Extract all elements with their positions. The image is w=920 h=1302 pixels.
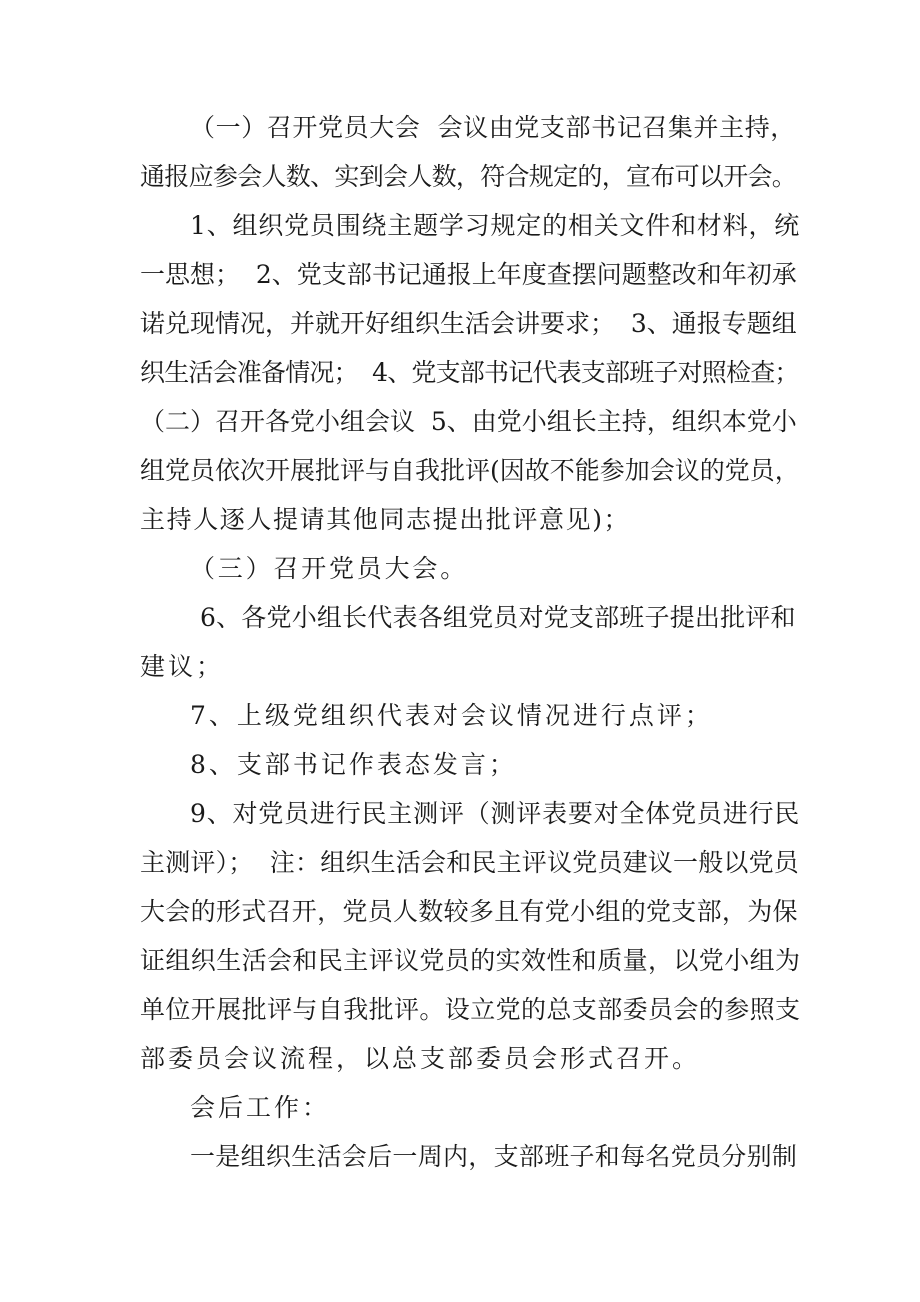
text-line: 主持人逐人提请其他同志提出批评意见)； — [140, 505, 631, 534]
text-line: 通报应参会人数、实到会人数，符合规定的，宣布可以开会。 — [140, 162, 797, 191]
text-line: 一是组织生活会后一周内，支部班子和每名党员分别制 — [190, 1142, 798, 1171]
text-line: 诺兑现情况，并就开好组织生活会讲要求； 3、通报专题组 — [140, 309, 797, 338]
text-line: 会后工作： — [190, 1093, 331, 1122]
text-line: 织生活会准备情况； 4、党支部书记代表支部班子对照检查； — [140, 358, 799, 387]
text-line: 组党员依次开展批评与自我批评(因故不能参加会议的党员， — [140, 456, 800, 485]
text-line: 单位开展批评与自我批评。设立党的总支部委员会的参照支 — [140, 995, 801, 1024]
text-line: 建议； — [140, 652, 225, 681]
text-line: （二）召开各党小组会议 5、由党小组长主持，组织本党小 — [140, 407, 797, 436]
text-line: 9、对党员进行民主测评（测评表要对全体党员进行民 — [190, 799, 801, 828]
text-line: 1、组织党员围绕主题学习规定的相关文件和材料，统 — [190, 211, 801, 240]
text-line: 8、支部书记作表态发言； — [190, 750, 517, 779]
text-line: 6、各党小组长代表各组党员对党支部班子提出批评和 — [200, 603, 796, 632]
text-line: （三）召开党员大会。 — [190, 554, 469, 583]
text-line: （一）召开党员大会 会议由党支部书记召集并主持， — [190, 113, 796, 142]
text-line: 一思想； 2、党支部书记通报上年度查摆问题整改和年初承 — [140, 260, 797, 289]
text-line: 大会的形式召开，党员人数较多且有党小组的党支部，为保 — [140, 897, 798, 926]
text-line: 主测评）； 注：组织生活会和民主评议党员建议一般以党员 — [140, 848, 799, 877]
text-line: 部委员会议流程，以总支部委员会形式召开。 — [140, 1044, 701, 1073]
text-line: 证组织生活会和民主评议党员的实效性和质量，以党小组为 — [140, 946, 801, 975]
text-line: 7、上级党组织代表对会议情况进行点评； — [190, 701, 713, 730]
